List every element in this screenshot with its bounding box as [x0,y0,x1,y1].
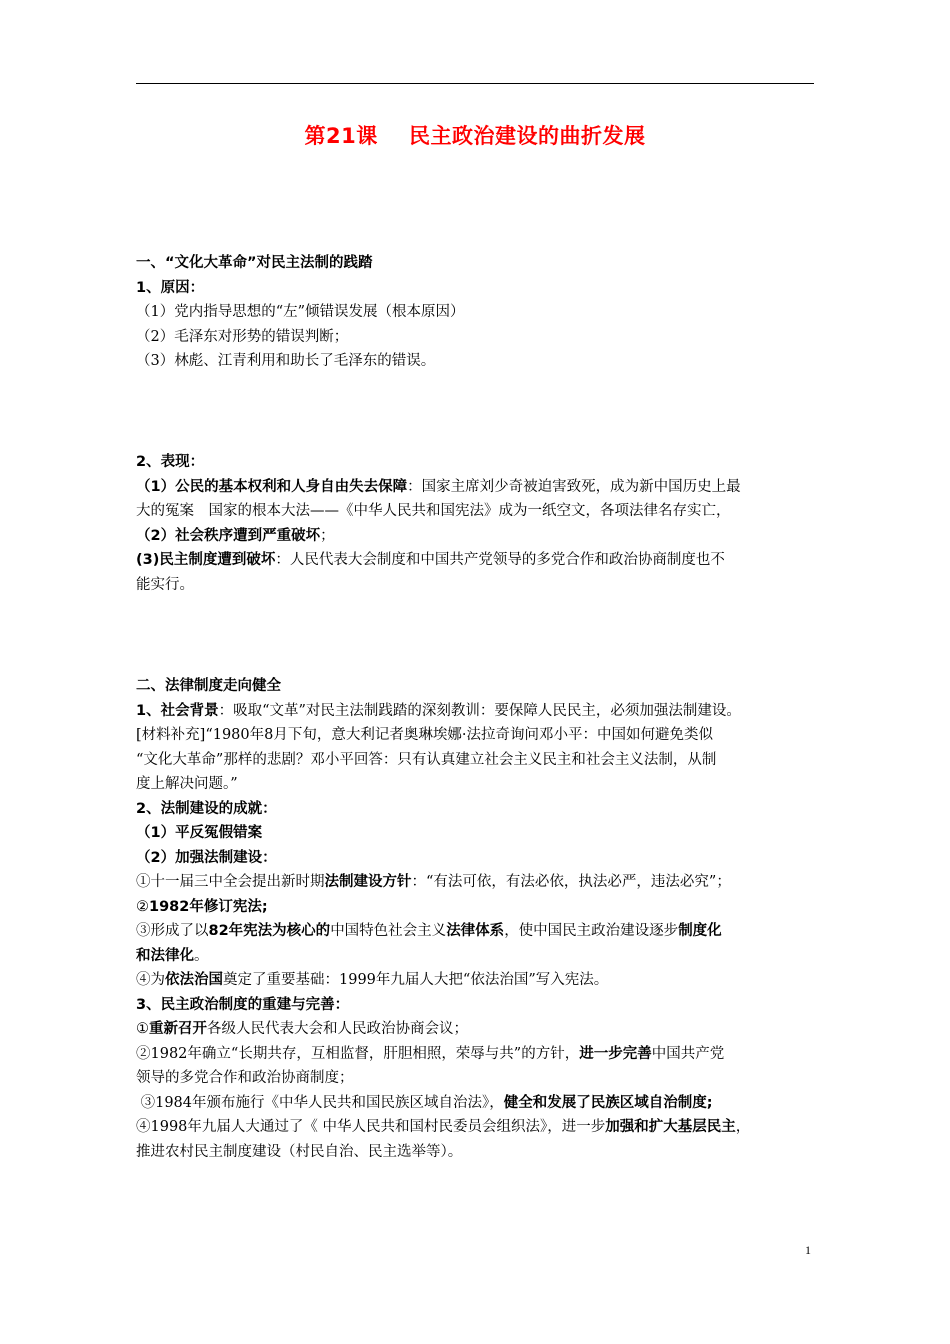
text-run: 中国共产党 [651,1045,725,1062]
cause-item: （3）林彪、江青利用和助长了毛泽东的错误。 [136,353,436,369]
rebuild-item [136,1042,818,1067]
manifestations-heading: 2、表现： [136,454,205,470]
manifestation-item [136,524,818,549]
achievement-item [136,895,818,920]
achievements-heading: 2、法制建设的成就： [136,800,277,817]
manifestation-text: ：人民代表大会制度和中国共产党领导的多党合作和政治协商制度也不 [275,552,725,568]
manifestation-item [136,475,818,500]
text-run: 。 [194,947,209,964]
achievement-item [136,870,818,895]
material-line: “文化大革命”那样的悲剧？邓小平回答：只有认真建立社会主义民主和社会主义法制，从制 [136,751,717,768]
cause-item: （2）毛泽东对形势的错误判断； [136,328,349,345]
text-run: ，使中国民主政治建设逐步 [504,923,679,939]
background-line [136,699,818,724]
section-1 [136,251,818,374]
bold-run: 重新召开 [149,1021,207,1037]
section-2 [136,674,818,1164]
manifestation-item [136,548,818,573]
section-2-heading: 二、法律制度走向健全 [136,678,281,694]
text-run: ， [735,1119,751,1135]
manifestation-bold: （2）社会秩序遭到严重破坏 [136,527,321,544]
rebuild-item [136,1115,818,1140]
background-label: 1、社会背景 [136,702,219,719]
text-run: ①十一届三中全会提出新时期 [136,874,325,890]
text-run: ③1984年颁布施行《中华人民共和国民族区域自治法》， [136,1094,504,1111]
bold-run: 和法律化 [136,947,194,964]
text-run: ③形成了以 [136,923,209,939]
manifestation-text: ：国家主席刘少奇被迫害致死，成为新中国历史上最 [407,478,741,495]
manifestation-text: ； [320,527,335,544]
bold-run: 制度化 [678,923,722,939]
rebuild-continuation: 领导的多党合作和政治协商制度； [136,1070,354,1086]
background-text: ：吸取“文革”对民主法制践踏的深刻教训：要保障人民民主，必须加强法制建设。 [218,702,741,719]
page-title: 第21课 民主政治建设的曲折发展 [304,124,646,148]
manifestation-bold: (3)民主制度遭到破坏 [136,552,276,568]
material-line: 度上解决问题。” [136,776,238,792]
rebuild-heading: 3、民主政治制度的重建与完善： [136,996,350,1013]
text-run: ②1982年确立“长期共存，互相监督，肝胆相照，荣辱与共”的方针， [136,1045,580,1062]
rebuild-item [136,1017,818,1042]
header-rule [136,83,814,84]
bold-run: 进一步完善 [579,1045,652,1062]
manifestation-continuation: 大的冤案 国家的根本大法——《中华人民共和国宪法》成为一纸空文，各项法律名存实亡， [136,503,731,519]
page-number: 1 [805,1243,811,1257]
achievement-continuation [136,944,818,969]
bold-run: 加强和扩大基层民主 [605,1119,736,1135]
bold-run: 法律体系 [446,923,505,939]
manifestations [136,450,818,597]
material-line: [材料补充]“1980年8月下旬，意大利记者奥琳埃娜·法拉奇询问邓小平：中国如何避免类似 [136,727,713,743]
bold-run: 依法治国 [165,972,223,988]
text-run: ④为 [136,972,165,988]
manifestation-bold: （1）公民的基本权利和人身自由失去保障 [136,478,408,495]
text-run: 中国特色社会主义 [330,923,447,939]
text-run: ② [136,898,149,915]
achievement-sub: （2）加强法制建设： [136,849,277,866]
text-run: 各级人民代表大会和人民政治协商会议； [207,1021,468,1037]
manifestation-continuation: 能实行。 [136,576,194,593]
section-1-heading: 一、“文化大革命”对民主法制的践踏 [136,255,373,271]
bold-run: 健全和发展了民族区域自治制度; [503,1094,713,1111]
achievement-item [136,968,818,993]
bold-run: 法制建设方针 [324,874,412,890]
text-run: ① [136,1021,149,1037]
text-run: 奠定了重要基础：1999年九届人大把“依法治国”写入宪法。 [223,972,609,988]
rebuild-continuation: 推进农村民主制度建设（村民自治、民主选举等）。 [136,1143,463,1160]
text-run: ④1998年九届人大通过了《 中华人民共和国村民委员会组织法》，进一步 [136,1119,606,1135]
causes-heading: 1、原因： [136,279,205,296]
bold-run: 1982年修订宪法; [149,898,268,915]
rebuild-item [136,1091,818,1116]
bold-run: 82年宪法为核心的 [208,923,331,939]
achievement-sub: （1）平反冤假错案 [136,825,263,841]
text-run: ：“有法可依，有法必依，执法必严，违法必究”； [411,874,731,890]
achievement-item [136,919,818,944]
cause-item: （1）党内指导思想的“左”倾错误发展（根本原因） [136,304,465,320]
